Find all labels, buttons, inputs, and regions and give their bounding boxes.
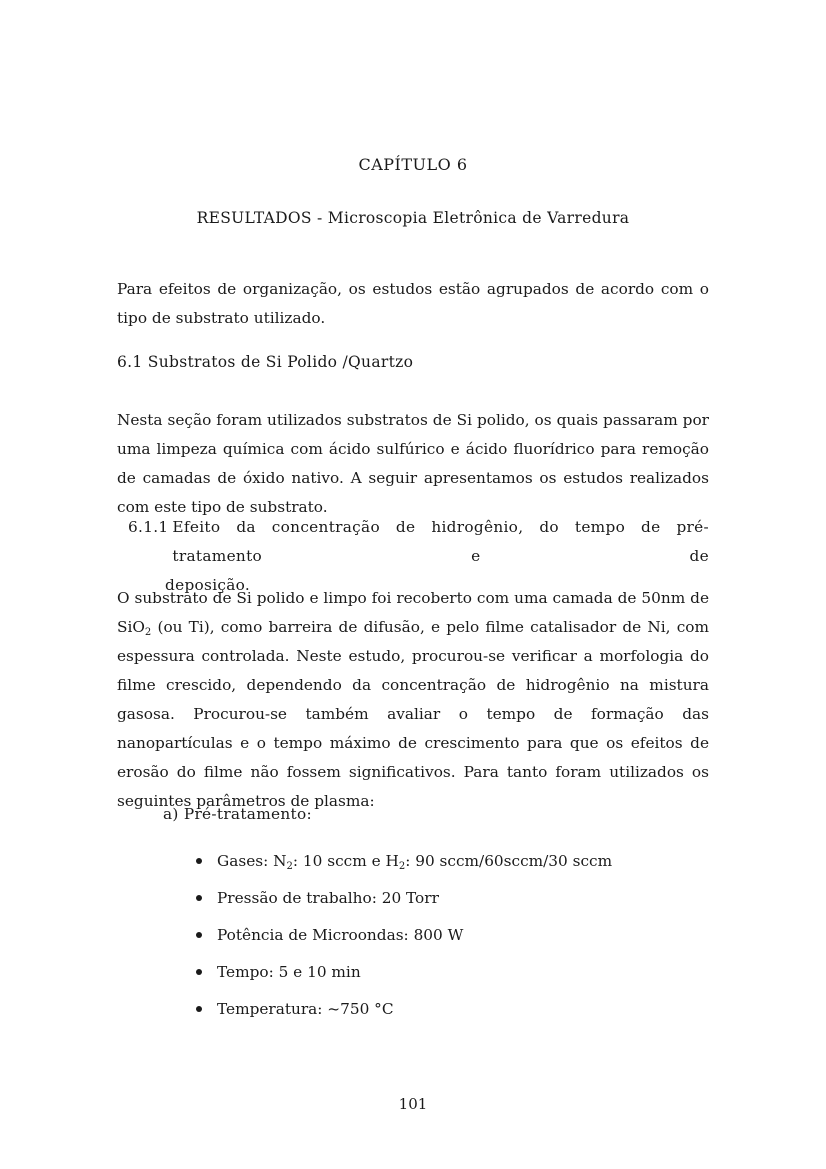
bullet-icon <box>196 858 202 864</box>
section-6-1-1-title-line2: deposição. <box>165 576 251 594</box>
gases-prefix: Gases: N <box>217 852 287 870</box>
gases-suffix: : 90 sccm/60sccm/30 sccm <box>405 852 613 870</box>
list-item-power <box>0 924 612 961</box>
list-item-pressure <box>0 887 612 924</box>
time-text: Tempo: 5 e 10 min <box>217 963 361 981</box>
bullet-icon <box>196 895 202 901</box>
list-item-temperature <box>0 998 612 1035</box>
section-6-1-1-title-line1 <box>128 513 709 571</box>
bullet-icon <box>196 1006 202 1012</box>
page-number: 101 <box>398 1095 428 1113</box>
pretreatment-parameters-list <box>0 850 612 1035</box>
section-6-1-paragraph: Nesta seção foram utilizados substratos de Si polido, os quais passaram por uma limpeza química com ácido sulfúrico e ácido fluorídrico para remoção de camadas de óxido nativo. A seguir apresentamos os estudos realizados com este tipo de substrato. <box>117 411 709 516</box>
bullet-icon <box>196 969 202 975</box>
bullet-icon <box>196 932 202 938</box>
pressure-text: Pressão de trabalho: 20 Torr <box>217 889 439 907</box>
intro-paragraph: Para efeitos de organização, os estudos estão agrupados de acordo com o tipo de substrato utilizado. <box>117 280 709 327</box>
chapter-label: CAPÍTULO 6 <box>358 155 468 174</box>
section-6-1-1-number: 6.1.1 <box>128 518 169 536</box>
list-item-time <box>0 961 612 998</box>
n2-subscript: 2 <box>286 861 293 872</box>
list-item-gases <box>0 850 612 887</box>
section-6-1-1-title-text: Efeito da concentração de hidrogênio, do tempo de pré-tratamento e de <box>172 518 709 565</box>
sio2-subscript: 2 <box>144 627 152 638</box>
section-6-1-heading: 6.1 Substratos de Si Polido /Quartzo <box>117 353 414 371</box>
section-6-1-1-paragraph <box>117 584 709 816</box>
gases-mid: : 10 sccm e H <box>292 852 399 870</box>
paragraph-text-part1: O substrato de Si polido e limpo foi recoberto com uma camada de 50nm de SiO <box>117 589 709 636</box>
pretreatment-label: a) Pré-tratamento: <box>163 805 312 823</box>
temperature-text: Temperatura: ~750 °C <box>217 1000 394 1018</box>
chapter-subtitle: RESULTADOS - Microscopia Eletrônica de Varredura <box>196 209 630 227</box>
paragraph-text-part2: (ou Ti), como barreira de difusão, e pelo filme catalisador de Ni, com espessura controlada. Neste estudo, procurou-se verificar a morfologia do filme crescido, dependendo da concentração de hidrogênio na mistura gasosa. Procurou-se também avaliar o tempo de formação das nanopartículas e o tempo máximo de crescimento para que os efeitos de erosão do filme não fossem significativos. Para tanto foram utilizados os seguintes parâmetros de plasma: <box>117 618 709 810</box>
power-text: Potência de Microondas: 800 W <box>217 926 464 944</box>
h2-subscript: 2 <box>398 861 406 872</box>
